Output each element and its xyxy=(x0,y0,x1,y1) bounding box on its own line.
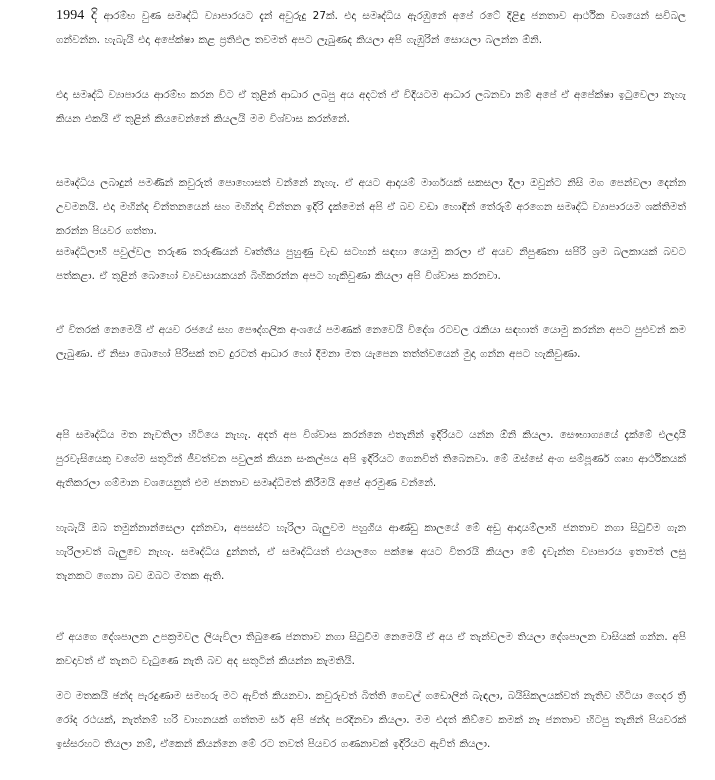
paragraph-8 xyxy=(56,625,686,673)
paragraph-8-text: ඒ අයගෙ දේශපාලන උපක්‍රමවල ලියැවිලා තිබුණෙ ජනතාව නගා සිටුවීම නෙමෙයි ඒ අය ඒ තැන්වලම තියලා දේශපාලන වාසියක් ගන්න. අපි කවදාවත් ඒ තැනට වැටුණෙ නැති බව අද සතුටින් කියන්න කැමතියි. xyxy=(56,631,686,667)
paragraph-9-text: මට මතකයි ඡන්ද පැරදුණාම සමහරු මට ඇවිත් කියනවා. කවුරුවත් බිත්ති ගෙවල් ගඩොලින් බැඳලා, බයිසිකලයක්වත් නැතිව හිටියා ගෙදර ත්‍රී රෝද රථයක්, නැත්නම් හරි වාහනයක් ගත්තම සර් අපි ඡන්ද පරදිනවා කියලා. මම එදත් කිව්වෙ කමක් නෑ ජනතාව හිටපු තැනින් පියවරක් ඉස්සරහට තියලා නම්, ඒකෙන් කියන්නෙ මේ රට තවත් පියවර ගණනාවක් ඉදිරියට ඇවිත් කියලා. xyxy=(56,690,686,750)
paragraph-1-lead: 1994 දි xyxy=(56,8,98,23)
paragraph-5 xyxy=(56,318,686,366)
paragraph-6-text: අපි සමෘද්ධිය මත නැවතිලා හිටියෙ නැහැ. අදත් අප විශ්වාස කරන්නෙ එතැනින් ඉදිරියට යන්න ඕනි කියලා. සෞභාග්‍යයේ දැක්මේ එලදායී පුරවැසියෙකු වගේම සතුටින් ජීවත්වන පවුලක් කියන සංකල්පය අපි ඉදිරියට ගෙනවිත් තිබෙනවා. මේ ඔස්සේ අංග සම්පූර්ණ ගෘහ ආර්ථිකයක් ඇතිකරලා ගම්මාන වශයෙනුත් එම ජනතාව සමෘද්ධිමත් කිරීමයි අපේ අරමුණ වන්නේ. xyxy=(56,429,686,489)
paragraph-1 xyxy=(56,4,686,52)
paragraph-1-text: ආරම්භ වුණ සමෘද්ධි ව්‍යාපාරයට දැන් අවුරුදු 27ක්. එදා සමෘද්ධිය ඇරඹුනේ අපේ රටේ දිළිඳු ජනතාව ආර්ථික වශයෙන් සවිබල ගන්වන්න. හැබැයි එදා අපේක්ෂා කළ ප්‍රතිඵල තවමත් අපට ලැබුණද කියලා අපි ගැඹුරින් සොයලා බලන්න ඕනි. xyxy=(56,10,686,46)
paragraph-4 xyxy=(56,240,686,288)
paragraph-4-text: සමෘද්ධිලාභි පවුල්වල තරුණ තරුණියන් වෘත්තීය පුහුණු වැඩ සටහන් සඳහා යොමු කරලා ඒ අයව නිපුණතා සපිරි ශ්‍රම බලකායක් බවට පත්කළා. ඒ තුළින් බොහෝ ව්‍යවසායකයන් බිහිකරන්න අපට හැකිවුණා කියලා අපි විශ්වාස කරනවා. xyxy=(56,246,686,282)
paragraph-9 xyxy=(56,684,686,756)
paragraph-2 xyxy=(56,83,686,131)
paragraph-2-text: එදා සමෘද්ධි ව්‍යාපාරය ආරම්භ කරන විට ඒ තුළින් ආධාර ලබපු අය අදටත් ඒ විදියටම ආධාර ලබනවා නම් අපේ ඒ අපේක්ෂා ඉටුවෙලා නැහැ කියන එකයි ඒ තුළින් කියවෙන්නේ කියලයි මම විශ්වාස කරන්නේ. xyxy=(56,89,686,125)
paragraph-5-text: ඒ විතරක් නෙමෙයි ඒ අයව රජයේ සහ පෞද්ගලික අංශයේ පමණක් නෙවෙයි විදේශ රටවල රැකියා සඳහාත් යොමු කරන්න අපට පුළුවන් කම ලැබුණා. ඒ නිසා බොහෝ පිරිසක් තව දුරටත් ආධාර හෝ දීමනා මත යැපෙන තත්ත්වයෙන් මුදා ගන්න අපට හැකිවුණා. xyxy=(56,324,686,360)
paragraph-7-text: හැබැයි ඔබ තමුන්නාන්සෙලා දන්නවා, අපසස්ට හැරිලා බැලුවම පහුගිය ආණ්ඩු කාලයේ මේ අඩු ආදායම්ලාභි ජනතාව නගා සිටුවීම ගැන හැරිලාවත් බැලුවෙ නැහැ. සමෘද්ධිය දුන්නත්, ඒ සමෘද්ධියත් එයාලගෙ පක්ෂෙ අයට විතරයි කියලා මේ දැවැන්ත ව්‍යාපාරය ඉතාමත් ලසු තැනකට ගෙනා බව ඔබට මතක ඇති. xyxy=(56,522,686,582)
paragraph-6 xyxy=(56,423,686,495)
paragraph-3-text: සමෘද්ධිය ලබාදුන් පමණින් කවුරුත් පොහොසත් වන්නේ නැහැ. ඒ අයට ආදායම් මාර්ගයක් සකසලා දීලා ඔවුන්ට නිසි මග පෙන්වලා දෙන්න උවමනයි. එදා මහින්ද චින්තනයෙන් සහ මහින්ද චින්තන ඉදිරි දැක්මෙන් අපි ඒ බව වඩා හොඳින් තේරුම් අරගෙන සමෘද්ධි ව්‍යාපාරයම ශක්තිමත් කරන්න පියවර ගත්තා. xyxy=(56,177,686,237)
paragraph-3 xyxy=(56,171,686,243)
paragraph-7 xyxy=(56,516,686,588)
